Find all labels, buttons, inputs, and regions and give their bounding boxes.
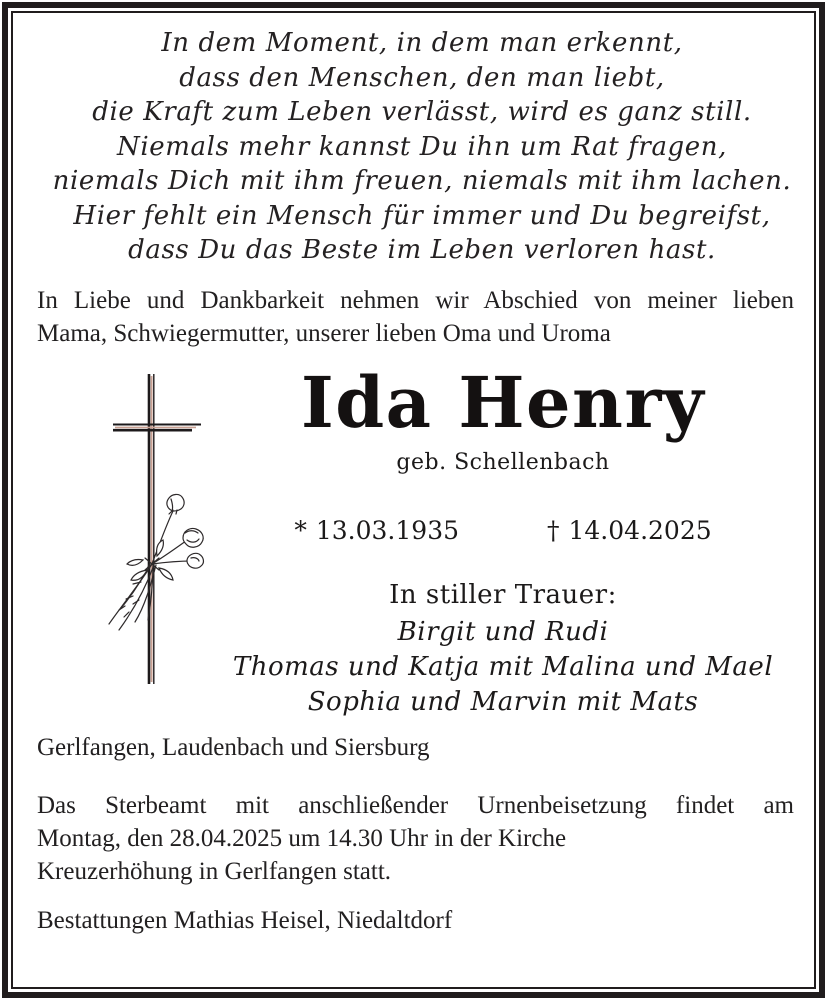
poem-line: dass Du das Beste im Leben verloren hast. (128, 235, 716, 265)
poem-line: In dem Moment, in dem man erkennt, (161, 28, 683, 58)
ceremony-line: Kreuzerhöhung in Gerlfangen statt. (37, 858, 392, 885)
farewell-intro-line: Mama, Schwiegermutter, unserer lieben Oma und Uroma (37, 319, 611, 347)
maiden-name: geb. Schellenbach (396, 450, 610, 475)
life-dates (205, 516, 801, 546)
death-dagger-symbol: † (547, 516, 560, 545)
birth-date-value: 13.03.1935 (315, 516, 459, 545)
undertaker-line: Bestattungen Mathias Heisel, Niedaltdorf (37, 907, 453, 934)
ceremony-line: Montag, den 28.04.2025 um 14.30 Uhr in der Kirche (37, 825, 567, 852)
poem-line: niemals Dich mit ihm freuen, niemals mit ihm lachen. (52, 166, 792, 196)
ceremony-info (37, 789, 794, 888)
death-date-value: 14.04.2025 (568, 516, 712, 545)
farewell-intro-line: In Liebe und Dankbarkeit nehmen wir Abschied von meiner lieben (37, 287, 794, 314)
cross-lines (113, 374, 201, 684)
death-date (547, 516, 712, 546)
mourner-line: Sophia und Marvin mit Mats (307, 687, 699, 717)
poem-line: die Kraft zum Leben verlässt, wird es ganz still. (92, 97, 752, 127)
mourner-line: Thomas und Katja mit Malina und Mael (232, 652, 774, 682)
mourner-line: Birgit und Rudi (397, 617, 609, 647)
mourning-heading: In stiller Trauer: (389, 580, 617, 610)
deceased-name: Ida Henry (300, 361, 706, 444)
flower-bouquet-icon (109, 494, 203, 630)
farewell-intro (37, 285, 794, 350)
birth-star-symbol: * (294, 516, 307, 545)
poem-line: dass den Menschen, den man liebt, (179, 62, 665, 93)
locations-line: Gerlfangen, Laudenbach und Siersburg (37, 734, 430, 761)
poem-line: Niemals mehr kannst Du ihn um Rat fragen, (117, 131, 727, 162)
poem-line: Hier fehlt ein Mensch für immer und Du begreifst, (73, 200, 771, 231)
poem (17, 26, 827, 268)
birth-date (294, 516, 459, 546)
ceremony-line: Das Sterbeamt mit anschließender Urnenbeisetzung findet am (37, 792, 794, 819)
memorial-block (205, 361, 801, 720)
